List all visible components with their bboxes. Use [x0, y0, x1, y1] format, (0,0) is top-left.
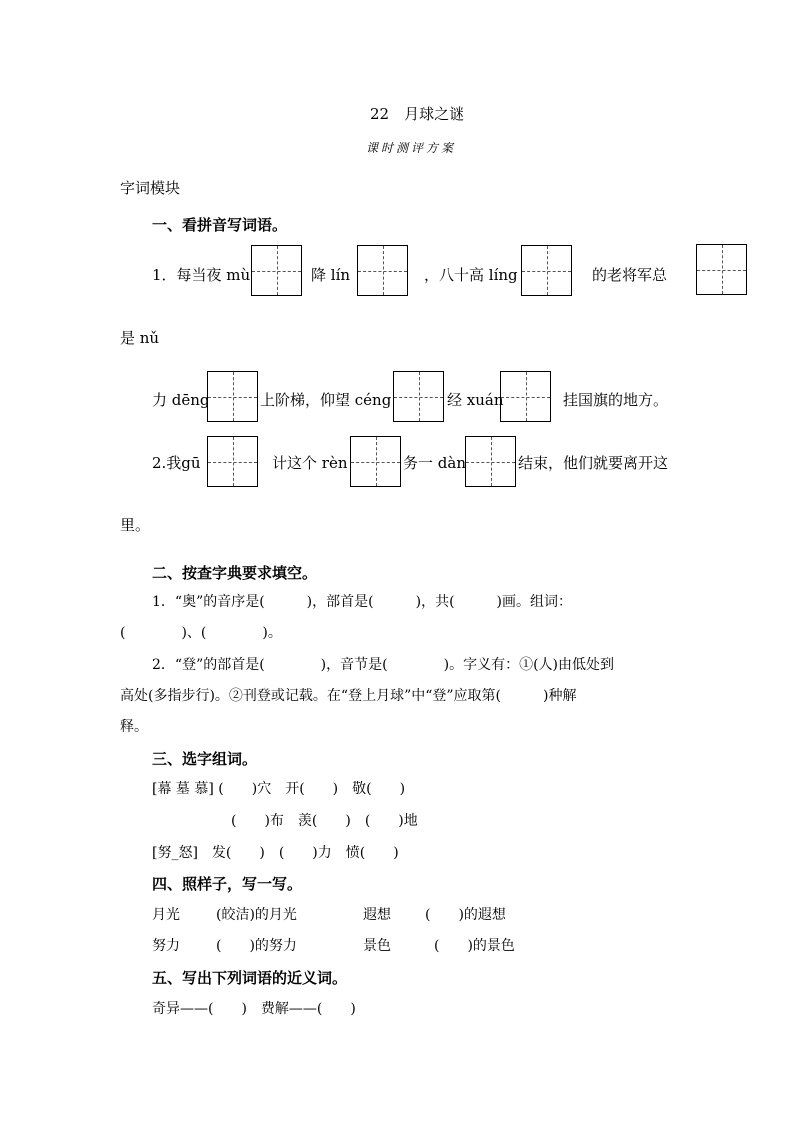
s2-line-1: 1．“奥”的音序是( )，部首是( )，共( )画。组词： — [152, 594, 572, 610]
s4-line-2-c: 景色 — [363, 938, 391, 954]
q1-text-c: ，八十高 líng — [424, 266, 518, 284]
grid-box-nu — [696, 244, 747, 295]
s5-line-1: 奇异——( ) 费解——( ) — [152, 1001, 356, 1017]
grid-box-deng — [207, 371, 258, 422]
s4-line-1-a: 月光 — [152, 907, 180, 923]
grid-box-ren — [350, 436, 401, 487]
q2-text-a: 2.我gū — [152, 454, 201, 472]
s3-line-3: [努_怒] 发( ) ( )力 愤( ) — [152, 845, 399, 861]
grid-box-xuan — [500, 371, 551, 422]
s4-line-2-b: ( )的努力 — [216, 938, 297, 954]
grid-box-dan — [465, 436, 516, 487]
q1-text-d: 的老将军总 — [592, 266, 668, 284]
grid-box-ling — [521, 245, 572, 296]
q1-text-h: 经 xuán — [447, 391, 504, 409]
s4-line-1-b: (皎洁)的月光 — [216, 907, 297, 923]
grid-box-ceng — [393, 371, 444, 422]
s2-line-4: 高处(多指步行)。②刊登或记载。在“登上月球”中“登”应取第( )种解 — [120, 688, 577, 704]
q2-text-d: 结束，他们就要离开这 — [518, 454, 669, 472]
page-subtitle: 课时测评方案 — [366, 141, 457, 155]
grid-box-mu — [251, 245, 302, 296]
s4-line-2-a: 努力 — [152, 938, 180, 954]
q1-text-g: 上阶梯，仰望 céng — [260, 391, 392, 409]
s3-line-1: [幕 墓 慕] ( )穴 开( ) 敬( ) — [152, 781, 406, 797]
s2-line-2: ( )、( )。 — [120, 625, 282, 641]
s2-line-3: 2．“登”的部首是( )，音节是( )。字义有：①(人)由低处到 — [152, 657, 614, 673]
q2-text-c: 务一 dàn — [403, 454, 466, 472]
s4-line-1-c: 遐想 — [363, 907, 391, 923]
q1-text-a: 1．每当夜 mù — [152, 266, 251, 284]
section-4-heading: 四、照样子，写一写。 — [152, 875, 303, 893]
section-5-heading: 五、写出下列词语的近义词。 — [152, 969, 348, 987]
s4-line-1-d: ( )的遐想 — [425, 907, 506, 923]
q1-text-b: 降 lín — [311, 266, 351, 284]
section-3-heading: 三、选字组词。 — [152, 750, 258, 768]
q1-text-i: 挂国旗的地方。 — [563, 391, 669, 409]
q2-text-e: 里。 — [120, 516, 151, 534]
page-title: 22 月球之谜 — [370, 105, 465, 123]
grid-box-lin — [357, 245, 408, 296]
q1-text-f: 力 dēng — [152, 391, 210, 409]
q2-text-b: 计这个 rèn — [272, 454, 348, 472]
module-heading: 字词模块 — [120, 179, 181, 197]
s4-line-2-d: ( )的景色 — [434, 938, 515, 954]
section-2-heading: 二、按查字典要求填空。 — [152, 564, 318, 582]
q1-text-e: 是 nǔ — [120, 329, 160, 347]
grid-box-gu — [207, 436, 258, 487]
section-1-heading: 一、看拼音写词语。 — [152, 216, 288, 234]
s3-line-2: ( )布 羡( ) ( )地 — [231, 813, 418, 829]
s2-line-5: 释。 — [120, 719, 148, 735]
